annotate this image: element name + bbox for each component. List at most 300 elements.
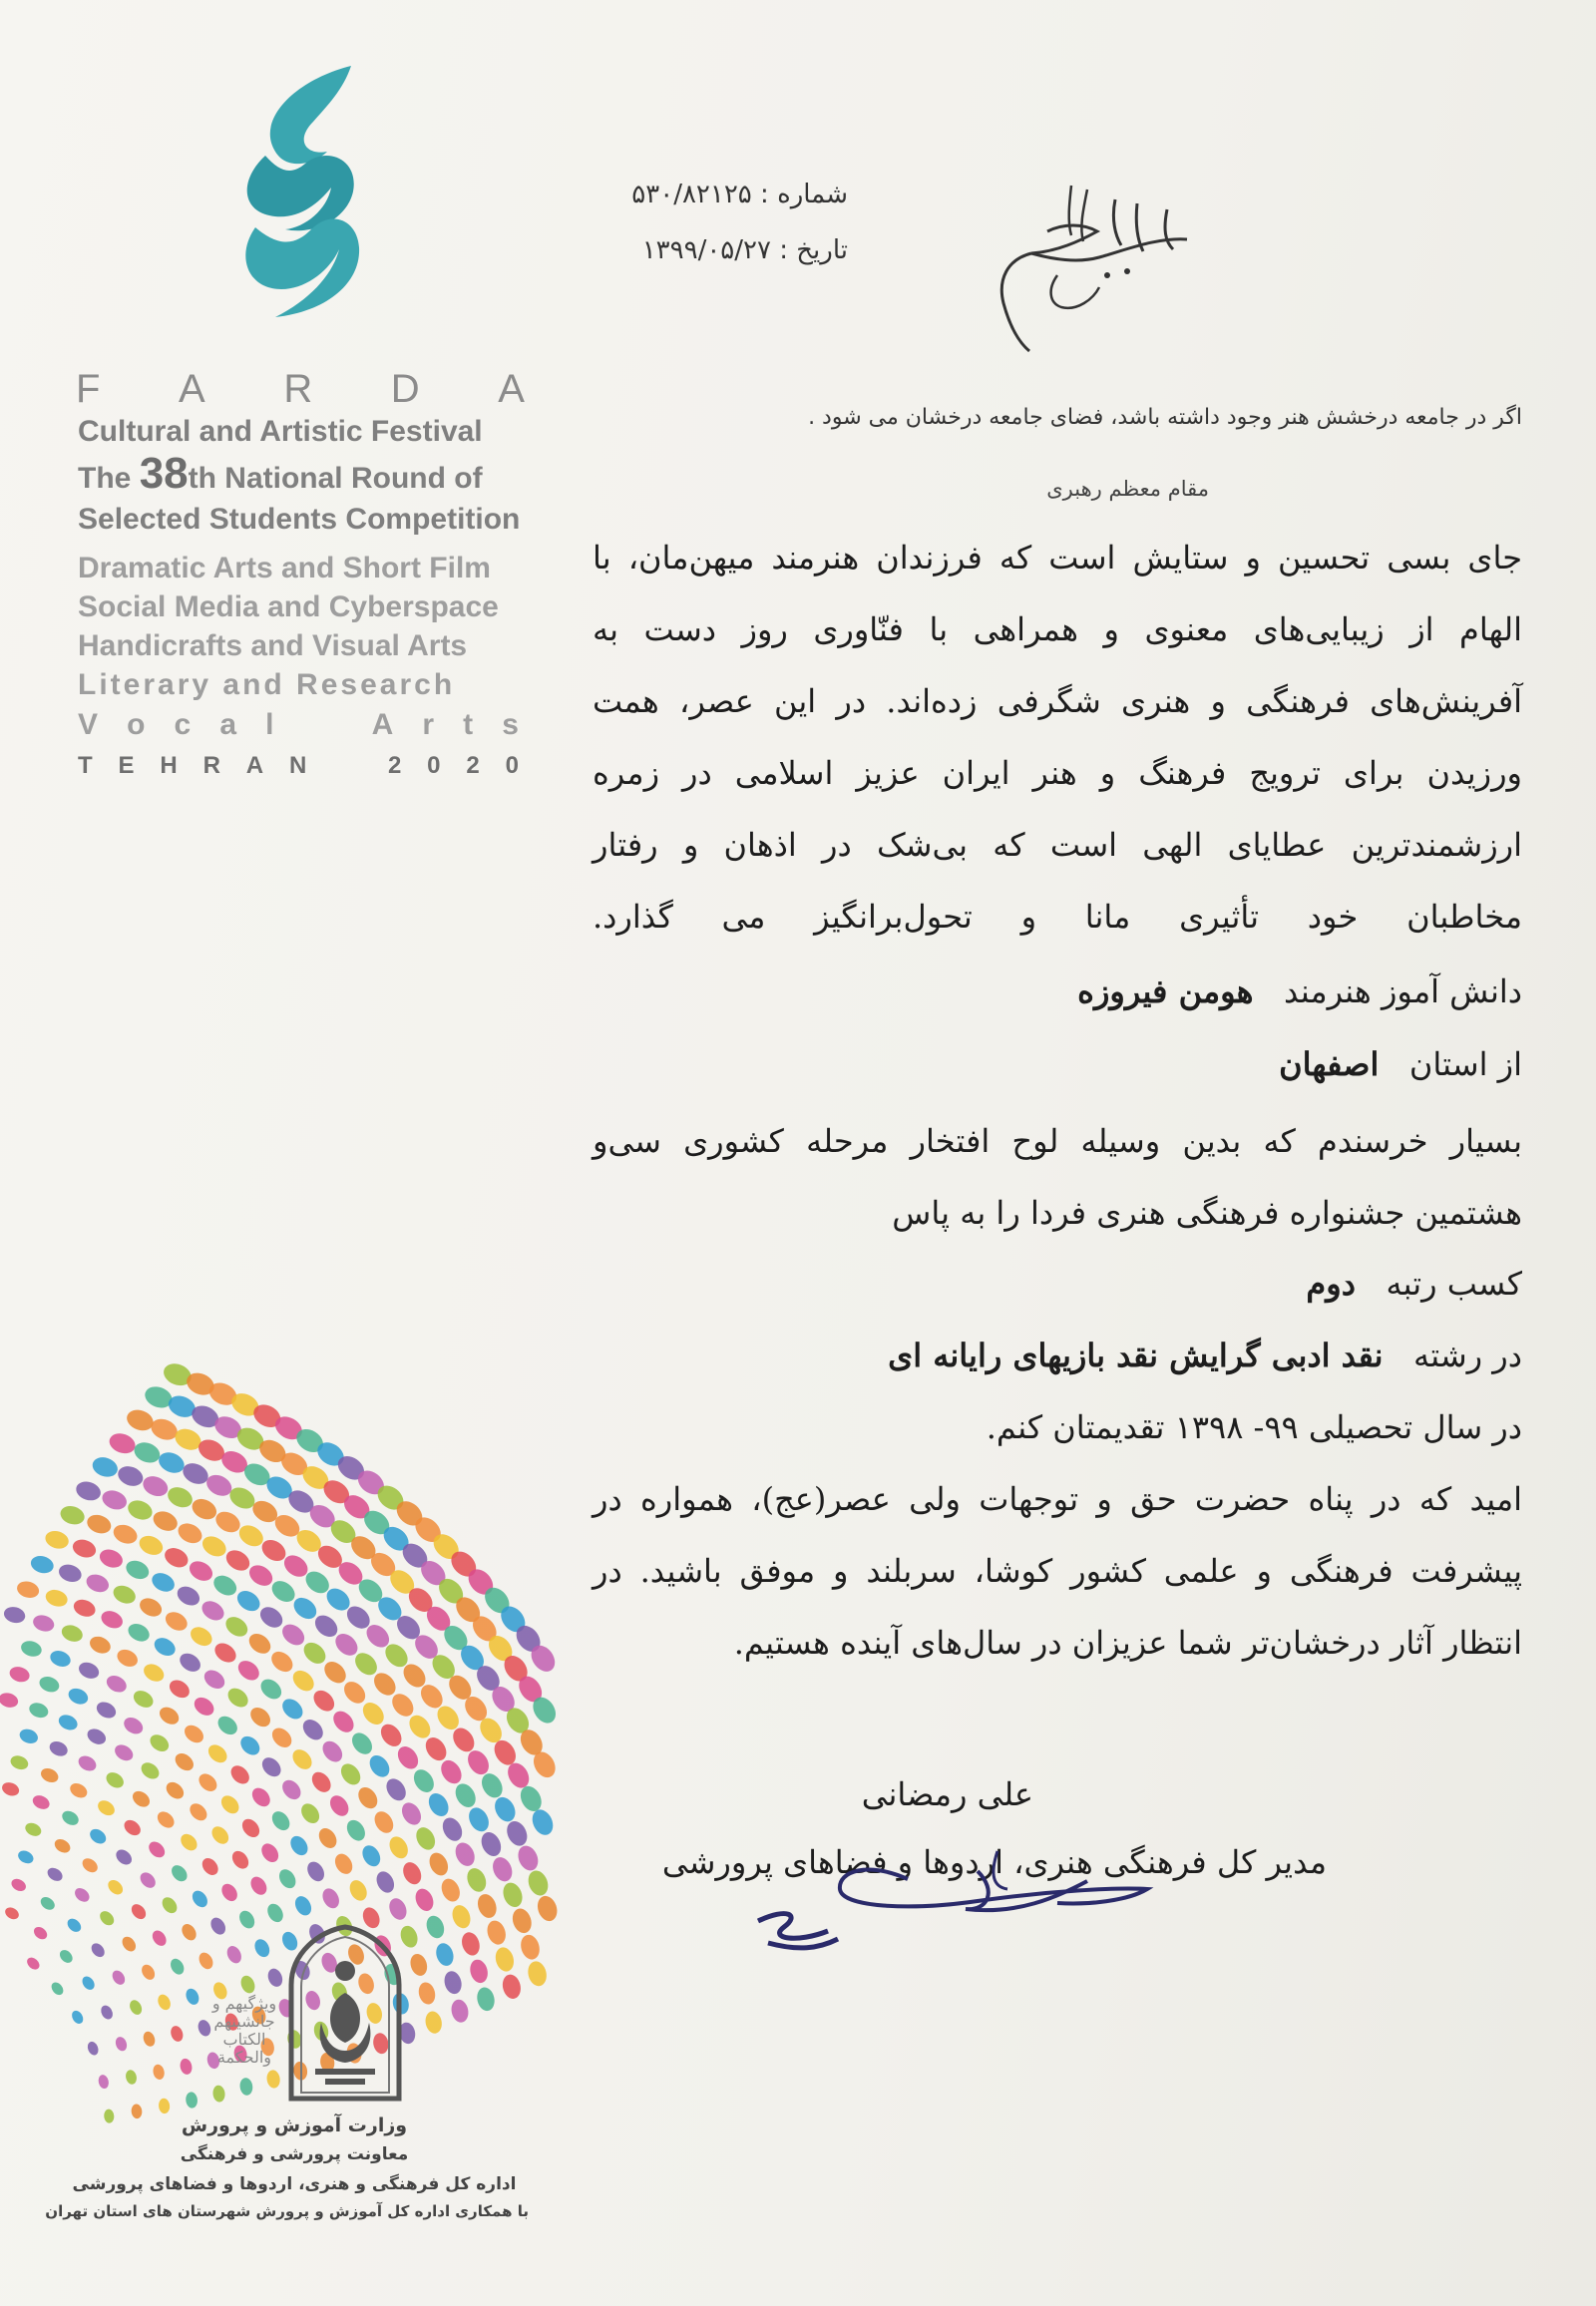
decorative-dot [196, 1770, 220, 1795]
decorative-dot [130, 1788, 153, 1810]
decorative-dot [177, 1650, 204, 1676]
footer-office: اداره کل فرهنگی و هنری، اردوها و فضاهای پرورشی [72, 2174, 517, 2194]
decorative-dot [155, 1808, 178, 1831]
decorative-dot [189, 1495, 219, 1523]
decorative-dot [27, 1701, 50, 1721]
decorative-dot [99, 2004, 115, 2022]
decorative-dot [371, 1808, 397, 1836]
date-value: ۱۳۹۹/۰۵/۲۷ [641, 235, 771, 265]
decorative-dot [217, 1792, 242, 1817]
decorative-dot [167, 1677, 194, 1702]
decorative-dot [278, 1695, 306, 1723]
decorative-dot [137, 1595, 165, 1620]
decorative-dot [459, 1930, 482, 1958]
city-letter: 2 [466, 752, 480, 779]
decorative-dot [80, 1855, 101, 1875]
footer-deputy: معاونت پرورشی و فرهنگی [180, 2144, 409, 2164]
intro-line: آفرینش‌های فرهنگی و هنری شگرفی زده‌اند. در این عصر، همت [593, 682, 1522, 720]
decorative-dot [416, 1981, 437, 2007]
vocal-arts [78, 708, 519, 742]
farda-letter: D [390, 367, 420, 411]
decorative-dot [247, 1874, 269, 1898]
category-en: Handicrafts and Visual Arts [78, 629, 468, 662]
decorative-dot [388, 1690, 418, 1721]
city-letter: 0 [427, 752, 441, 779]
decorative-dot [122, 1817, 144, 1839]
decorative-dot [218, 1881, 240, 1904]
city-letter: A [245, 752, 264, 779]
vocal-letter: A [371, 708, 394, 741]
decorative-dot [99, 1608, 126, 1632]
decorative-dot [224, 1685, 251, 1712]
decorative-dot [422, 1733, 451, 1764]
decorative-dot [2, 1605, 27, 1626]
decorative-dot [200, 1667, 228, 1693]
decorative-dot [475, 1986, 497, 2013]
decorative-dot [179, 2058, 194, 2076]
decorative-dot [278, 1620, 308, 1649]
letter-number [589, 180, 848, 209]
student-name: هومن فیروزه [1077, 972, 1254, 1010]
decorative-dot [105, 1877, 125, 1897]
decorative-dot [386, 1833, 412, 1861]
decorative-dot [424, 1913, 448, 1941]
decorative-dot [252, 1937, 272, 1960]
decorative-dot [163, 1609, 191, 1635]
vocal-letter: r [422, 708, 435, 741]
decorative-dot [234, 1657, 262, 1684]
decorative-dot [359, 1699, 388, 1729]
round-prefix: The [78, 462, 132, 495]
decorative-dot [57, 1948, 75, 1966]
decorative-dot [76, 1660, 101, 1682]
decorative-dot [439, 1814, 466, 1844]
decorative-dot [412, 1886, 436, 1914]
decorative-dot [394, 1742, 423, 1772]
decorative-dot [237, 1732, 263, 1758]
decorative-dot [464, 1865, 490, 1895]
decorative-dot [149, 1569, 178, 1595]
decorative-dot [468, 1958, 491, 1985]
decorative-dot [179, 1921, 199, 1943]
decorative-dot [248, 1784, 273, 1810]
decorative-dot [208, 1823, 231, 1847]
closing-line: انتظار آثار درخشان‌تر شما عزیزان در سال‌های آینده هستیم. [733, 1624, 1522, 1662]
decorative-dot [518, 1933, 542, 1962]
decorative-dot [138, 1759, 162, 1782]
decorative-dot [120, 1934, 139, 1954]
decorative-dot [442, 1969, 464, 1996]
decorative-dot [398, 1799, 425, 1828]
decorative-dot [319, 1886, 342, 1912]
decorative-dot [424, 2010, 444, 2035]
decorative-dot [0, 1780, 21, 1798]
vocal-letter: t [463, 708, 474, 741]
decorative-dot [125, 1497, 155, 1523]
decorative-dot [97, 2074, 110, 2090]
decorative-dot [297, 1800, 322, 1827]
decorative-dot [87, 1634, 113, 1657]
decorative-dot [128, 1998, 145, 2017]
decorative-dot [66, 1686, 91, 1708]
decorative-dot [57, 1562, 84, 1585]
category-en [78, 552, 519, 585]
decorative-dot [478, 1829, 505, 1859]
decorative-dot [212, 1508, 244, 1537]
decorative-dot [141, 1661, 168, 1685]
signer-name: علی رمضانی [861, 1775, 1033, 1813]
rank-value: دوم [1306, 1265, 1356, 1303]
decorative-dot [366, 1751, 394, 1780]
decorative-dot [44, 1587, 70, 1609]
decorative-dot [168, 1956, 187, 1977]
farda-letter: A [179, 367, 205, 411]
decorative-dot [245, 1561, 276, 1590]
decorative-dot [60, 1808, 82, 1828]
decorative-dot [501, 1973, 524, 2001]
category-en-text: Dramatic Arts and Short Film [78, 552, 491, 584]
decorative-dot [31, 1613, 56, 1634]
city-letter: R [202, 752, 220, 779]
decorative-dot [80, 1974, 97, 1992]
decorative-dot [318, 1737, 346, 1765]
decorative-dot [56, 1712, 80, 1732]
decorative-dot [0, 1691, 20, 1710]
decorative-dot [25, 1955, 42, 1972]
decorative-dot [222, 1546, 253, 1575]
decorative-dot [182, 1722, 207, 1746]
decorative-dot [152, 2064, 166, 2081]
decorative-dot [535, 1893, 559, 1923]
award-line: هشتمین جشنواره فرهنگی هنری فردا را به پاس [892, 1194, 1522, 1232]
decorative-dot [94, 1699, 119, 1721]
leader-quote: اگر در جامعه درخشش هنر وجود داشته باشد، فضای جامعه درخشان می شود . [808, 405, 1522, 430]
rank-line [1306, 1265, 1522, 1303]
decorative-dot [160, 1894, 181, 1916]
farda-letter: R [283, 367, 313, 411]
vocal-letter: s [502, 708, 519, 741]
decorative-dot [9, 1753, 31, 1772]
decorative-dot [214, 1713, 241, 1738]
decorative-dot [186, 1557, 215, 1584]
decorative-dot [478, 1769, 507, 1801]
vocal-letter: V [78, 708, 99, 741]
decorative-dot [151, 1635, 178, 1660]
decorative-dot [9, 1876, 28, 1893]
decorative-dot [3, 1905, 21, 1922]
decorative-dot [289, 1594, 320, 1624]
date-label: تاریخ : [779, 235, 848, 265]
decorative-dot [131, 1688, 157, 1712]
decorative-dot [515, 1842, 542, 1873]
decorative-dot [39, 1765, 61, 1785]
decorative-dot [320, 1658, 350, 1688]
decorative-dot [19, 1639, 44, 1660]
decorative-dot [340, 1678, 370, 1708]
decorative-dot [348, 1730, 376, 1758]
decorative-dot [452, 1780, 480, 1811]
decorative-dot [139, 1962, 157, 1982]
decorative-dot [437, 1756, 466, 1787]
decorative-dot [245, 1630, 274, 1658]
decorative-dot [156, 1448, 188, 1476]
decorative-dot [125, 1621, 152, 1645]
decorative-dot [85, 1512, 114, 1537]
decorative-dot [207, 1915, 228, 1937]
decorative-dot [228, 1848, 251, 1872]
decorative-dot [47, 1738, 70, 1758]
decorative-dot [174, 1583, 202, 1610]
decorative-dot [199, 1532, 229, 1560]
decorative-dot [38, 1894, 57, 1912]
decorative-dot [18, 1727, 40, 1745]
decorative-dot [140, 1472, 171, 1499]
decorative-dot [489, 1854, 515, 1884]
quote-source: مقام معظم رهبری [1046, 477, 1209, 501]
decorative-dot [142, 2030, 158, 2048]
number-label: شماره : [760, 180, 848, 209]
footer-cooperation: با همکاری اداره کل آموزش و پرورش شهرستان های استان تهران [45, 2202, 529, 2220]
decorative-dot [326, 1792, 352, 1820]
decorative-dot [258, 1753, 284, 1779]
decorative-dot [95, 1797, 117, 1818]
decorative-dot [157, 1704, 183, 1728]
decorative-dot [210, 1572, 240, 1600]
decorative-dot [449, 1998, 470, 2024]
decorative-dot [68, 1780, 90, 1800]
decorative-dot [438, 1876, 463, 1905]
decorative-dot [224, 1944, 244, 1966]
decorative-dot [165, 1483, 196, 1511]
decorative-dot [493, 1945, 517, 1973]
decorative-dot [146, 1838, 168, 1860]
rank-label: کسب رتبه [1386, 1265, 1522, 1303]
closing-line: پیشرفت فرهنگی و علمی کشور کوشا، سربلند و موفق باشید. در [593, 1552, 1522, 1590]
decorative-dot [491, 1793, 519, 1824]
decorative-dot [465, 1804, 493, 1835]
decorative-dot [70, 1537, 98, 1561]
decorative-dot [510, 1906, 535, 1936]
festival-title: Cultural and Artistic Festival [78, 415, 483, 448]
ministry-emblem-icon [285, 1923, 405, 2103]
decorative-dot [268, 1577, 299, 1606]
number-value: ۵۳۰/۸۲۱۲۵ [631, 180, 752, 209]
decorative-dot [31, 1792, 52, 1811]
city-letter: H [160, 752, 178, 779]
decorative-dot [258, 1840, 282, 1865]
decorative-dot [299, 1716, 327, 1743]
decorative-dot [337, 1760, 364, 1789]
decorative-dot [110, 1968, 128, 1987]
decorative-dot [239, 2077, 254, 2096]
decorative-dot [233, 1587, 263, 1615]
decorative-dot [386, 1896, 410, 1923]
round-suffix: th National Round of [188, 462, 483, 495]
province-line [1279, 1045, 1522, 1083]
decorative-dot [89, 1941, 107, 1960]
decorative-dot [59, 1622, 85, 1644]
decorative-dot [400, 1859, 425, 1887]
decorative-dot [408, 1952, 430, 1978]
decorative-dot [74, 1478, 104, 1503]
letter-body [569, 0, 1566, 2306]
decorative-dot [138, 1869, 159, 1890]
decorative-dot [211, 1640, 240, 1667]
decorative-dot [309, 1687, 338, 1716]
decorative-dot [104, 1673, 130, 1696]
festival-sidebar [0, 0, 559, 2306]
decorative-dot [107, 1430, 138, 1457]
decorative-dot [32, 1924, 50, 1941]
decorative-dot [172, 1749, 197, 1773]
decorative-dot [162, 1544, 192, 1571]
decorative-dot [175, 1520, 205, 1548]
decorative-dot [169, 2024, 185, 2043]
decorative-dot [410, 1765, 438, 1795]
vocal-letter: a [219, 708, 236, 741]
decorative-dot [137, 1532, 167, 1558]
decorative-dot [16, 1848, 36, 1866]
intro-line: جای بسی تحسین و ستایش است که فرزندان هنرمند میهن‌مان، با [593, 539, 1523, 576]
round-number: 38 [139, 449, 189, 498]
category-en: Social Media and Cyberspace [78, 590, 499, 623]
decorative-dot [187, 1800, 210, 1824]
intro-line: مخاطبان خود تأثیری مانا و تحول‌برانگیز می گذارد. [593, 898, 1523, 936]
decorative-dot [132, 1439, 164, 1466]
decorative-dot [104, 1769, 127, 1791]
decorative-dot [256, 1603, 286, 1632]
decorative-dot [503, 1818, 531, 1849]
decorative-dot [405, 1712, 435, 1742]
decorative-dot [199, 1597, 227, 1624]
city-letter: 2 [387, 752, 402, 779]
province-label: از استان [1408, 1045, 1522, 1083]
decorative-dot [257, 1676, 285, 1704]
decorative-dot [425, 1789, 453, 1819]
field-label: در رشته [1413, 1337, 1522, 1374]
decorative-dot [433, 1941, 456, 1968]
decorative-dot [346, 1877, 370, 1903]
award-line: بسیار خرسندم که بدین وسیله لوح افتخار مرحله کشوری سی‌و [593, 1122, 1522, 1160]
decorative-dot [452, 1839, 479, 1869]
intro-line: ارزشمندترین عطایای الهی است که بی‌شک در اذهان و رفتار [593, 826, 1523, 864]
decorative-dot [315, 1825, 340, 1852]
competition-title: Selected Students Competition [78, 503, 521, 536]
decorative-dot [70, 2009, 86, 2026]
decorative-dot [100, 1487, 130, 1513]
decorative-dot [204, 1741, 230, 1766]
decorative-dot [526, 1959, 549, 1988]
decorative-dot [48, 1648, 73, 1669]
decorative-dot [178, 1831, 200, 1854]
city-letter: E [118, 752, 135, 779]
decorative-dot [43, 1528, 71, 1551]
decorative-dot [354, 1783, 381, 1812]
decorative-dot [190, 1888, 210, 1910]
decorative-dot [343, 1816, 369, 1843]
handwritten-signature [728, 1831, 1187, 1961]
decorative-dot [52, 1836, 73, 1855]
decorative-dot [500, 1880, 526, 1910]
footer-ministry: وزارت آموزش و پرورش [181, 2114, 408, 2136]
decorative-dot [84, 1571, 112, 1595]
decorative-dot [150, 1508, 180, 1535]
decorative-dot [156, 1993, 173, 2013]
decorative-dot [72, 1885, 92, 1904]
farda-wordmark [76, 367, 525, 412]
vocal-letter: c [174, 708, 192, 741]
decorative-dot [268, 1725, 295, 1751]
decorative-dot [304, 1859, 328, 1885]
calligraphy-verse: ویژگیهم و جانشینهم الکتاب والحکمة [211, 1994, 277, 2067]
decorative-dot [111, 1582, 139, 1607]
decorative-dot [58, 1503, 87, 1527]
decorative-dot [525, 1868, 552, 1899]
intro-line: ورزیدن برای ترویج فرهنگ و هنر ایران عزیز اسلامی در زمره [593, 754, 1522, 792]
decorative-dot [246, 1704, 273, 1730]
decorative-dot [267, 1648, 296, 1676]
decorative-dot [299, 1639, 329, 1669]
decorative-dot [147, 1731, 172, 1755]
decorative-dot [308, 1768, 334, 1795]
decorative-dot [15, 1579, 41, 1600]
category-en: Literary and Research [78, 668, 456, 701]
decorative-dot [163, 1779, 187, 1802]
decorative-dot [184, 1987, 201, 2007]
decorative-dot [289, 1745, 316, 1772]
decorative-dot [238, 1815, 262, 1840]
decorative-dot [115, 1463, 146, 1490]
decorative-dot [150, 1928, 169, 1949]
city-letter: N [288, 752, 307, 779]
city-letter: 0 [505, 752, 519, 779]
decorative-dot [377, 1721, 406, 1750]
decorative-dot [71, 1597, 98, 1620]
decorative-dot [449, 1903, 473, 1931]
decorative-dot [329, 1708, 358, 1736]
decorative-dot [113, 1846, 135, 1867]
decorative-dot [227, 1762, 252, 1787]
intro-line: الهام از زیبایی‌های معنوی و همراهی با فنّاوری روز دست به [593, 610, 1523, 648]
decorative-dot [382, 1775, 409, 1804]
decorative-dot [331, 1851, 355, 1878]
decorative-dot [222, 1613, 251, 1641]
decorative-dot [97, 1546, 125, 1571]
decorative-dot [359, 1842, 384, 1869]
decorative-dot [123, 1557, 152, 1582]
decorative-dot [125, 2069, 139, 2086]
decorative-dot [129, 1901, 149, 1922]
decorative-dot [276, 1866, 299, 1891]
decorative-dot [112, 1741, 136, 1763]
basmala-calligraphy [988, 180, 1197, 359]
closing-line: امید که در پناه حضرت حق و توجهات ولی عصر(عج)، همواره در [593, 1480, 1522, 1518]
decorative-dot [197, 1950, 215, 1971]
decorative-dot [413, 1824, 439, 1853]
year-line: در سال تحصیلی ۹۹- ۱۳۹۸ تقدیمتان کنم. [986, 1408, 1522, 1446]
decorative-dot [289, 1667, 318, 1696]
decorative-dot [45, 1865, 65, 1884]
decorative-dot [97, 1908, 117, 1928]
student-label: دانش آموز هنرمند [1284, 972, 1522, 1010]
decorative-dot [86, 2040, 101, 2057]
field-value: نقد ادبی گرایش نقد بازیهای رایانه ای [888, 1337, 1384, 1374]
city-letter: T [78, 752, 93, 779]
signer-title: مدیر کل فرهنگی هنری، اردوها و فضاهای پرورشی [661, 1843, 1327, 1881]
farda-letter: F [76, 367, 101, 411]
city-year [78, 752, 519, 780]
letter-date [589, 235, 848, 265]
